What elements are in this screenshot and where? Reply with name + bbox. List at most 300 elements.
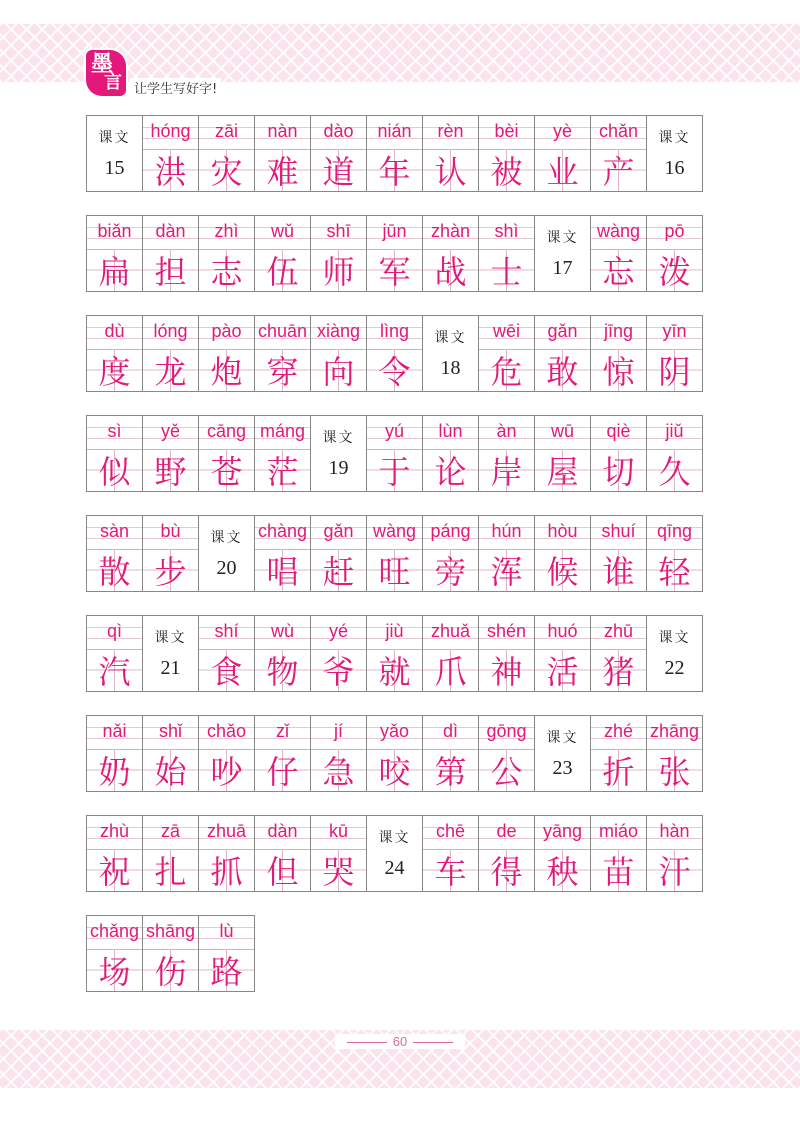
hanzi-text: 年 [378,153,411,191]
hanzi-text: 惊 [602,353,635,391]
character-box [647,449,702,491]
pinyin-text: bù [160,521,181,541]
character-box [479,449,534,491]
lesson-label: 课文 [378,830,411,846]
character-box [423,849,478,891]
lesson-number: 22 [664,657,685,679]
pinyin-box [255,616,310,650]
hanzi-text: 祝 [98,853,131,891]
pinyin-text: biǎn [97,221,132,241]
pinyin-text: shí [214,621,239,641]
hanzi-text: 切 [602,453,635,491]
pinyin-text: dàn [267,821,298,841]
hanzi-text: 场 [98,953,131,991]
pinyin-text: yè [552,121,572,141]
character-cell [143,516,199,592]
pinyin-text: jí [334,721,343,741]
pinyin-text: jiǔ [665,421,684,441]
hanzi-text: 师 [322,253,355,291]
character-box [255,249,310,291]
pinyin-text: rèn [437,121,464,141]
character-box [591,349,646,391]
hanzi-text: 神 [490,653,523,691]
hanzi-text: 危 [490,353,523,391]
character-box [255,149,310,191]
pinyin-text: yǎo [379,721,410,741]
pinyin-text: chǎn [598,121,639,141]
pinyin-text: dào [323,121,354,141]
pinyin-text: hóng [150,121,191,141]
lesson-label: 课文 [434,330,467,346]
pinyin-text: wū [550,421,574,441]
pinyin-box [255,516,310,550]
pinyin-box [367,716,422,750]
hanzi-text: 咬 [378,753,411,791]
lesson-number: 24 [384,857,405,879]
character-box [311,849,366,891]
pinyin-box [423,416,478,450]
hanzi-text: 路 [210,953,243,991]
lesson-number: 21 [160,657,181,679]
pinyin-text: bèi [494,121,519,141]
logo-char-2: 言 [104,72,122,93]
pinyin-box [535,316,590,350]
character-box [143,749,198,791]
character-box [423,549,478,591]
hanzi-text: 士 [490,253,523,291]
character-cell [647,716,703,792]
lesson-label: 课文 [658,630,691,646]
character-box [199,249,254,291]
hanzi-text: 被 [490,153,523,191]
pinyin-box [143,516,198,550]
character-box [591,549,646,591]
character-box [423,249,478,291]
hanzi-text: 似 [98,453,131,491]
pinyin-text: qì [106,621,122,641]
pinyin-box [255,216,310,250]
hanzi-text: 旁 [434,553,467,591]
pinyin-text: shǐ [158,721,182,741]
hanzi-text: 赶 [322,553,355,591]
hanzi-text: 度 [98,353,131,391]
character-box [87,249,142,291]
pinyin-box [199,316,254,350]
pinyin-text: yě [160,421,180,441]
character-cell [647,216,703,292]
character-cell [199,916,255,992]
hanzi-text: 折 [602,753,635,791]
character-cell [591,116,647,192]
hanzi-text: 认 [434,153,467,191]
pinyin-box [647,516,702,550]
character-cell [647,316,703,392]
pinyin-text: zā [160,821,180,841]
lesson-number: 19 [328,457,349,479]
hanzi-text: 忘 [602,253,635,291]
character-box [591,149,646,191]
grid-row [86,615,703,692]
character-box [479,549,534,591]
pinyin-text: hún [491,521,522,541]
pinyin-box [423,716,478,750]
pinyin-box [479,816,534,850]
character-cell [591,616,647,692]
hanzi-text: 洪 [154,153,187,191]
hanzi-text: 苗 [602,853,635,891]
slogan: 让学生写好字! [130,78,221,97]
hanzi-text: 茫 [266,453,299,491]
pinyin-box [87,816,142,850]
pinyin-box [535,416,590,450]
character-box [311,749,366,791]
character-box [199,949,254,991]
hanzi-text: 业 [546,153,579,191]
hanzi-text: 灾 [210,153,243,191]
character-box [143,849,198,891]
pinyin-text: huó [547,621,578,641]
pinyin-box [143,116,198,150]
pinyin-box [143,716,198,750]
hanzi-text: 就 [378,653,411,691]
pinyin-text: sàn [99,521,130,541]
hanzi-text: 食 [210,653,243,691]
pinyin-box [535,616,590,650]
grid-row [86,115,703,192]
pinyin-box [423,216,478,250]
hanzi-text: 岸 [490,453,523,491]
hanzi-text: 公 [490,753,523,791]
pinyin-box [199,416,254,450]
lesson-number: 23 [552,757,573,779]
pinyin-box [87,216,142,250]
page-number: 60 [392,1034,408,1049]
pinyin-text: nàn [267,121,298,141]
character-box [479,349,534,391]
pinyin-box [479,616,534,650]
hanzi-text: 轻 [658,553,691,591]
pinyin-text: nǎi [102,721,127,741]
hanzi-text: 哭 [322,853,355,891]
character-box [591,749,646,791]
pinyin-text: kū [328,821,348,841]
pinyin-box [535,116,590,150]
character-box [479,249,534,291]
hanzi-text: 抓 [210,853,243,891]
pinyin-box [591,116,646,150]
grid-row [86,515,703,592]
character-box [143,149,198,191]
hanzi-text: 但 [266,853,299,891]
hanzi-text: 得 [490,853,523,891]
pinyin-text: zhé [603,721,634,741]
pinyin-box [479,316,534,350]
character-box [311,649,366,691]
character-box [87,449,142,491]
lesson-number: 17 [552,257,573,279]
hanzi-text: 敢 [546,353,579,391]
pinyin-text: jiù [385,621,404,641]
pinyin-box [143,416,198,450]
pinyin-box [199,816,254,850]
hanzi-text: 汽 [98,653,131,691]
character-box [311,149,366,191]
character-box [367,549,422,591]
pinyin-text: zhāng [649,721,700,741]
hanzi-text: 向 [322,353,355,391]
hanzi-text: 产 [602,153,635,191]
hanzi-text: 穿 [266,353,299,391]
pinyin-text: de [496,821,517,841]
lesson-label: 课文 [98,130,131,146]
pinyin-text: zhù [99,821,130,841]
character-box [591,849,646,891]
pinyin-text: chē [435,821,466,841]
character-box [535,849,590,891]
character-box [535,449,590,491]
character-box [143,449,198,491]
grid-row [86,815,703,892]
character-box [87,649,142,691]
pinyin-box [199,716,254,750]
pinyin-box [199,616,254,650]
pinyin-box [311,616,366,650]
character-box [255,449,310,491]
pinyin-box [367,116,422,150]
character-cell [479,216,535,292]
hanzi-text: 唱 [266,553,299,591]
character-box [87,749,142,791]
pinyin-box [647,316,702,350]
pinyin-box [591,716,646,750]
character-cell [479,716,535,792]
pinyin-box [311,116,366,150]
character-box [647,549,702,591]
lesson-number: 20 [216,557,237,579]
pinyin-text: shāng [145,921,196,941]
pinyin-text: yīn [662,321,687,341]
pinyin-box [87,716,142,750]
pinyin-text: lóng [153,321,188,341]
pinyin-text: pō [664,221,685,241]
hanzi-text: 苍 [210,453,243,491]
hanzi-text: 谁 [602,553,635,591]
character-box [199,349,254,391]
lesson-label: 课文 [546,230,579,246]
grid-row [86,915,255,992]
pinyin-text: zāi [214,121,238,141]
character-box [255,349,310,391]
pinyin-box [479,716,534,750]
pinyin-text: gǎn [323,521,354,541]
character-cell [255,416,311,492]
pinyin-box [423,616,478,650]
hanzi-text: 张 [658,753,691,791]
hanzi-text: 浑 [490,553,523,591]
hanzi-text: 伍 [266,253,299,291]
character-box [479,849,534,891]
hanzi-text: 吵 [210,753,243,791]
hanzi-text: 难 [266,153,299,191]
hanzi-text: 龙 [154,353,187,391]
pinyin-text: gōng [486,721,527,741]
character-box [535,649,590,691]
pinyin-text: cāng [206,421,247,441]
lesson-number: 18 [440,357,461,379]
hanzi-text: 屋 [546,453,579,491]
character-box [535,549,590,591]
pinyin-text: wù [270,621,294,641]
character-box [479,149,534,191]
character-box [143,949,198,991]
pinyin-box [535,816,590,850]
character-box [143,349,198,391]
character-box [199,449,254,491]
character-box [87,949,142,991]
character-box [591,449,646,491]
pinyin-box [87,416,142,450]
hanzi-text: 爪 [434,653,467,691]
character-box [535,349,590,391]
pinyin-text: shuí [601,521,636,541]
pinyin-box [367,316,422,350]
character-cell [87,616,143,692]
character-box [367,149,422,191]
lesson-label: 课文 [210,530,243,546]
character-box [311,349,366,391]
pinyin-text: yāng [542,821,583,841]
pinyin-text: wàng [596,221,641,241]
pinyin-text: pào [211,321,242,341]
character-box [591,649,646,691]
hanzi-text: 于 [378,453,411,491]
grid-row [86,715,703,792]
pinyin-text: shī [326,221,351,241]
pinyin-text: gǎn [547,321,578,341]
pinyin-box [255,816,310,850]
character-box [311,249,366,291]
hanzi-text: 扁 [98,253,131,291]
character-box [255,549,310,591]
pinyin-box [591,216,646,250]
logo-char-1: 墨 [91,51,114,77]
pinyin-box [367,616,422,650]
pinyin-text: miáo [598,821,638,841]
hanzi-text: 泼 [658,253,691,291]
pinyin-text: nián [377,121,412,141]
hanzi-text: 仔 [266,753,299,791]
character-cell [647,416,703,492]
hanzi-text: 第 [434,753,467,791]
pinyin-text: hòu [547,521,578,541]
character-box [423,749,478,791]
pinyin-text: lùn [438,421,463,441]
pinyin-box [199,116,254,150]
grid-row [86,315,703,392]
character-box [423,149,478,191]
character-cell [647,516,703,592]
hanzi-text: 散 [98,553,131,591]
hanzi-text: 志 [210,253,243,291]
pinyin-box [143,916,198,950]
hanzi-text: 伤 [154,953,187,991]
pinyin-box [535,516,590,550]
grid-row [86,215,703,292]
pinyin-text: chǎo [206,721,247,741]
pinyin-text: zhì [214,221,239,241]
pinyin-box [87,916,142,950]
character-box [199,749,254,791]
pinyin-box [591,316,646,350]
lesson-label: 课文 [546,730,579,746]
pinyin-box [647,816,702,850]
lesson-label: 课文 [154,630,187,646]
hanzi-text: 步 [154,553,187,591]
hanzi-text: 始 [154,753,187,791]
character-box [143,549,198,591]
pinyin-text: dàn [155,221,186,241]
pinyin-box [143,216,198,250]
pinyin-box [255,716,310,750]
pinyin-text: páng [430,521,471,541]
hanzi-text: 扎 [154,853,187,891]
pinyin-box [87,516,142,550]
character-box [87,549,142,591]
character-box [367,449,422,491]
pinyin-box [255,116,310,150]
pinyin-box [479,416,534,450]
pinyin-box [591,816,646,850]
pinyin-box [311,716,366,750]
hanzi-text: 战 [434,253,467,291]
pinyin-text: zhuā [206,821,247,841]
pinyin-box [255,316,310,350]
character-box [143,249,198,291]
pinyin-box [479,216,534,250]
lesson-label: 课文 [322,430,355,446]
pinyin-text: wǔ [270,221,294,241]
pinyin-box [367,416,422,450]
hanzi-text: 担 [154,253,187,291]
character-box [199,649,254,691]
pinyin-text: chuān [257,321,308,341]
pinyin-text: lù [219,921,234,941]
pinyin-text: zhū [603,621,634,641]
character-box [647,349,702,391]
pinyin-box [87,616,142,650]
character-box [199,149,254,191]
hanzi-text: 奶 [98,753,131,791]
pinyin-text: chàng [257,521,308,541]
pinyin-text: chǎng [89,921,140,941]
hanzi-text: 急 [322,753,355,791]
hanzi-text: 令 [378,353,411,391]
hanzi-text: 论 [434,453,467,491]
lesson-label: 课文 [658,130,691,146]
pinyin-text: shén [486,621,527,641]
hanzi-text: 阴 [658,353,691,391]
pinyin-text: dù [104,321,125,341]
page-footer [0,1034,800,1049]
pinyin-box [199,916,254,950]
pinyin-box [647,716,702,750]
hanzi-text: 野 [154,453,187,491]
character-box [423,449,478,491]
pinyin-box [143,316,198,350]
lesson-marker [647,116,703,192]
pinyin-text: zhàn [430,221,471,241]
pinyin-text: xiàng [316,321,361,341]
